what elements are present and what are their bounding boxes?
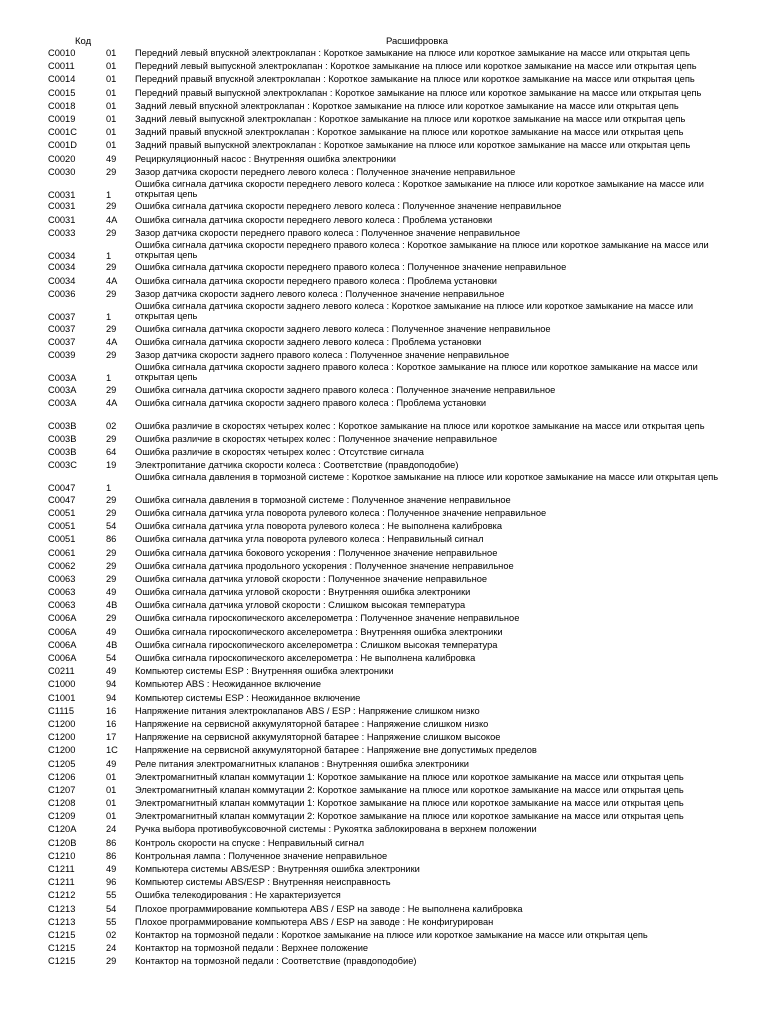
code-cell: C1000	[48, 679, 76, 690]
code-cell: C1213	[48, 903, 76, 914]
code-cell: C0061	[48, 547, 76, 558]
subcode-cell: 96	[106, 877, 117, 888]
table-row	[0, 718, 768, 731]
description-cell: Электромагнитный клапан коммутации 1: Короткое замыкание на плюсе или короткое замыкание на массе или открытая цепь	[135, 798, 684, 809]
table-row	[0, 472, 768, 494]
code-cell: C003C	[48, 460, 77, 471]
subcode-cell: 29	[106, 227, 117, 238]
description-cell: Электромагнитный клапан коммутации 1: Короткое замыкание на плюсе или короткое замыкание на массе или открытая цепь	[135, 771, 684, 782]
description-cell: Задний правый выпускной электроклапан : Короткое замыкание на плюсе или короткое замыкание на массе или открытая цепь	[135, 140, 691, 151]
code-cell: C0034	[48, 262, 76, 273]
code-cell: C1206	[48, 771, 76, 782]
description-cell: Зазор датчика скорости переднего левого колеса : Полученное значение неправильное	[135, 166, 516, 177]
subcode-cell: 86	[106, 850, 117, 861]
description-cell: Компьютер системы ABS/ESP : Внутренняя неисправность	[135, 877, 391, 888]
description-cell: Ошибка сигнала датчика угловой скорости : Внутренняя ошибка электроники	[135, 587, 471, 598]
table-row	[0, 153, 768, 166]
table-row	[0, 916, 768, 929]
subcode-cell: 02	[106, 929, 117, 940]
code-cell: C0047	[48, 483, 76, 494]
table-row	[0, 166, 768, 179]
code-cell: C006A	[48, 626, 77, 637]
table-row	[0, 433, 768, 446]
code-cell: C0033	[48, 227, 76, 238]
description-cell: Ошибка сигнала гироскопического акселерометра : Полученное значение неправильное	[135, 613, 520, 624]
subcode-cell: 4A	[106, 397, 118, 408]
table-row	[0, 384, 768, 397]
description-cell: Ошибка сигнала датчика скорости заднего правого колеса : Проблема установки	[135, 397, 487, 408]
column-header-code: Код	[75, 36, 92, 47]
subcode-cell: 29	[106, 349, 117, 360]
subcode-cell: 64	[106, 446, 117, 457]
code-cell: C003B	[48, 433, 77, 444]
description-cell: Задний левый выпускной электроклапан : Короткое замыкание на плюсе или короткое замыкание на массе или открытая цепь	[135, 113, 686, 124]
subcode-cell: 02	[106, 420, 117, 431]
description-cell: Передний левый впускной электроклапан : Короткое замыкание на плюсе или короткое замыкание на массе или открытая цепь	[135, 48, 690, 58]
code-cell: C1200	[48, 732, 76, 743]
subcode-cell: 29	[106, 613, 117, 624]
subcode-cell: 01	[106, 61, 117, 72]
code-cell: C003A	[48, 373, 77, 384]
code-cell: C0063	[48, 600, 76, 611]
table-row	[0, 810, 768, 823]
description-cell: Ошибка сигнала датчика продольного ускорения : Полученное значение неправильное	[135, 560, 514, 571]
code-cell: C006A	[48, 613, 77, 624]
subcode-cell: 29	[106, 384, 117, 395]
code-cell: C1210	[48, 850, 76, 861]
description-cell: Передний правый выпускной электроклапан : Короткое замыкание на плюсе или короткое замыкание на массе или открытая цепь	[135, 87, 702, 98]
subcode-cell: 01	[106, 811, 117, 822]
code-cell: C0014	[48, 74, 76, 85]
code-cell: C003A	[48, 397, 77, 408]
description-cell: Ошибка сигнала датчика скорости переднего правого колеса : Полученное значение неправильное	[135, 262, 567, 273]
table-row	[0, 639, 768, 652]
description-cell: Ошибка сигнала датчика угла поворота рулевого колеса : Не выполнена калибровка	[135, 521, 503, 532]
table-row	[0, 573, 768, 586]
subcode-cell: 16	[106, 718, 117, 729]
table-row	[0, 100, 768, 113]
code-cell: C1208	[48, 798, 76, 809]
subcode-cell: 49	[106, 626, 117, 637]
table-row	[0, 113, 768, 126]
subcode-cell: 29	[106, 166, 117, 177]
code-cell: C0039	[48, 349, 76, 360]
description-cell: Плохое программирование компьютера ABS / ESP на заводе : Не выполнена калибровка	[135, 903, 523, 914]
table-row	[0, 397, 768, 410]
description-cell: Ошибка сигнала гироскопического акселерометра : Не выполнена калибровка	[135, 653, 476, 664]
description-cell: Ошибка сигнала датчика скорости переднего правого колеса : Проблема установки	[135, 275, 497, 286]
description-cell: Рециркуляционный насос : Внутренняя ошибка электроники	[135, 153, 396, 164]
subcode-cell: 01	[106, 771, 117, 782]
table-row	[0, 863, 768, 876]
description-cell: Ручка выбора противобуксовочной системы : Рукоятка заблокирована в верхнем положении	[135, 824, 537, 835]
description-cell: Зазор датчика скорости заднего правого колеса : Полученное значение неправильное	[135, 349, 510, 360]
code-cell: C0018	[48, 100, 76, 111]
code-cell: C0063	[48, 587, 76, 598]
code-cell: C120A	[48, 824, 77, 835]
description-cell: Ошибка сигнала датчика скорости заднего левого колеса : Короткое замыкание на плюсе или короткое замыкание на массе или открытая цепь	[135, 301, 694, 322]
description-cell: Ошибка сигнала датчика угла поворота рулевого колеса : Неправильный сигнал	[135, 534, 484, 545]
code-cell: C006A	[48, 639, 77, 650]
table-row	[0, 692, 768, 705]
description-cell: Ошибка телекодирования : Не характеризуется	[135, 890, 341, 901]
subcode-cell: 1	[106, 250, 112, 261]
table-row	[0, 837, 768, 850]
description-cell: Контрольная лампа : Полученное значение неправильное	[135, 850, 388, 861]
table-row	[0, 731, 768, 744]
description-cell: Напряжение питания электроклапанов ABS / ESP : Напряжение слишком низко	[135, 705, 480, 716]
table-row	[0, 850, 768, 863]
subcode-cell: 54	[106, 521, 117, 532]
subcode-cell: 49	[106, 864, 117, 875]
code-cell: C0036	[48, 288, 76, 299]
subcode-cell: 54	[106, 903, 117, 914]
table-row	[0, 459, 768, 472]
subcode-cell: 49	[106, 587, 117, 598]
table-row	[0, 446, 768, 459]
description-cell: Компьютер системы ESP : Внутренняя ошибка электроники	[135, 666, 394, 677]
code-cell: C0020	[48, 153, 76, 164]
code-cell: C1200	[48, 745, 76, 756]
table-row	[0, 876, 768, 889]
code-cell: C0011	[48, 61, 75, 72]
code-cell: C0034	[48, 250, 76, 261]
description-cell: Компьютер системы ESP : Неожиданное включение	[135, 692, 361, 703]
subcode-cell: 49	[106, 666, 117, 677]
subcode-cell: 86	[106, 837, 117, 848]
subcode-cell: 55	[106, 916, 117, 927]
table-row	[0, 227, 768, 240]
table-row	[0, 547, 768, 560]
subcode-cell: 01	[106, 127, 117, 138]
table-row	[0, 261, 768, 274]
table-row	[0, 349, 768, 362]
table-row	[0, 533, 768, 546]
subcode-cell: 24	[106, 943, 117, 954]
code-cell: C0062	[48, 560, 76, 571]
code-cell: C1205	[48, 758, 76, 769]
subcode-cell: 01	[106, 74, 117, 85]
table-row	[0, 744, 768, 757]
description-cell: Реле питания электромагнитных клапанов : Внутренняя ошибка электроники	[135, 758, 469, 769]
subcode-cell: 4A	[106, 214, 118, 225]
code-cell: C0051	[48, 507, 76, 518]
code-cell: C1212	[48, 890, 76, 901]
code-cell: C1209	[48, 811, 76, 822]
table-row	[0, 771, 768, 784]
description-cell: Контроль скорости на спуске : Неправильный сигнал	[135, 837, 365, 848]
description-cell: Ошибка сигнала датчика угловой скорости : Слишком высокая температура	[135, 600, 466, 611]
subcode-cell: 17	[106, 732, 117, 743]
description-cell: Ошибка сигнала давления в тормозной системе : Полученное значение неправильное	[135, 494, 511, 505]
code-cell: C003B	[48, 420, 77, 431]
subcode-cell: 29	[106, 573, 117, 584]
table-row	[0, 560, 768, 573]
code-cell: C0037	[48, 312, 76, 322]
table-row	[0, 784, 768, 797]
subcode-cell: 01	[106, 798, 117, 809]
subcode-cell: 19	[106, 460, 117, 471]
description-cell: Контактор на тормозной педали : Короткое замыкание на плюсе или короткое замыкание на массе или открытая цепь	[135, 929, 648, 940]
code-cell: C1215	[48, 929, 76, 940]
code-cell: C0037	[48, 323, 76, 334]
subcode-cell: 55	[106, 890, 117, 901]
subcode-cell: 29	[106, 288, 117, 299]
description-cell: Компьютера системы ABS/ESP : Внутренняя ошибка электроники	[135, 864, 420, 875]
code-cell: C1001	[48, 692, 76, 703]
code-cell: C120B	[48, 837, 77, 848]
description-cell: Ошибка сигнала датчика бокового ускорения : Полученное значение неправильное	[135, 547, 498, 558]
table-row	[0, 797, 768, 810]
column-header-description: Расшифровка	[386, 36, 449, 47]
description-cell: Ошибка сигнала датчика скорости заднего правого колеса : Полученное значение неправильное	[135, 384, 556, 395]
code-cell: C0047	[48, 494, 76, 505]
code-cell: C0034	[48, 275, 76, 286]
table-row	[0, 823, 768, 836]
subcode-cell: 24	[106, 824, 117, 835]
subcode-cell: 29	[106, 201, 117, 212]
description-cell: Ошибка сигнала датчика скорости переднего левого колеса : Полученное значение неправильное	[135, 201, 562, 212]
fault-code-table	[0, 47, 768, 969]
subcode-cell: 29	[106, 560, 117, 571]
subcode-cell: 29	[106, 956, 117, 967]
subcode-cell: 86	[106, 534, 117, 545]
description-cell: Электропитание датчика скорости колеса : Соответствие (правдоподобие)	[135, 460, 459, 471]
code-cell: C0037	[48, 336, 76, 347]
subcode-cell: 01	[106, 87, 117, 98]
subcode-cell: 4B	[106, 639, 118, 650]
description-cell: Задний правый впускной электроклапан : Короткое замыкание на плюсе или короткое замыкание на массе или открытая цепь	[135, 127, 684, 138]
description-cell: Ошибка сигнала датчика скорости переднего левого колеса : Проблема установки	[135, 214, 493, 225]
subcode-cell: 29	[106, 433, 117, 444]
table-row	[0, 362, 768, 384]
description-cell: Напряжение на сервисной аккумуляторной батарее : Напряжение вне допустимых пределов	[135, 745, 537, 756]
description-cell: Ошибка сигнала давления в тормозной системе : Короткое замыкание на плюсе или короткое замыкание на массе или открытая цепь	[135, 472, 719, 483]
subcode-cell: 4B	[106, 600, 118, 611]
code-cell: C1215	[48, 956, 76, 967]
table-row	[0, 758, 768, 771]
code-cell: C0063	[48, 573, 76, 584]
subcode-cell: 1	[106, 483, 112, 494]
subcode-cell: 1	[106, 189, 112, 200]
code-cell: C0030	[48, 166, 76, 177]
code-cell: C1215	[48, 943, 76, 954]
description-cell: Плохое программирование компьютера ABS / ESP на заводе : Не конфигурирован	[135, 916, 494, 927]
subcode-cell: 01	[106, 784, 117, 795]
code-cell: C001C	[48, 127, 77, 138]
table-row	[0, 903, 768, 916]
code-cell: C003A	[48, 384, 77, 395]
description-cell: Зазор датчика скорости заднего левого колеса : Полученное значение неправильное	[135, 288, 505, 299]
code-cell: C1213	[48, 916, 76, 927]
description-cell: Контактор на тормозной педали : Соответствие (правдоподобие)	[135, 956, 417, 967]
code-cell: C001D	[48, 140, 77, 151]
description-cell: Электромагнитный клапан коммутации 2: Короткое замыкание на плюсе или короткое замыкание на массе или открытая цепь	[135, 811, 684, 822]
table-row	[0, 87, 768, 100]
subcode-cell: 94	[106, 692, 117, 703]
subcode-cell: 4A	[106, 275, 118, 286]
subcode-cell: 54	[106, 653, 117, 664]
table-row	[0, 139, 768, 152]
subcode-cell: 49	[106, 758, 117, 769]
table-row	[0, 60, 768, 73]
table-row	[0, 126, 768, 139]
code-cell: C0010	[48, 48, 76, 58]
subcode-cell: 1	[106, 312, 112, 322]
subcode-cell: 94	[106, 679, 117, 690]
description-cell: Ошибка сигнала датчика скорости переднего правого колеса : Короткое замыкание на плюсе или короткое замыкание на массе или открытая цепь	[135, 239, 709, 261]
table-row	[0, 336, 768, 349]
table-row	[0, 240, 768, 262]
subcode-cell: 29	[106, 547, 117, 558]
subcode-cell: 01	[106, 113, 117, 124]
table-row	[0, 214, 768, 227]
code-cell: C1115	[48, 705, 75, 716]
table-row	[0, 420, 768, 433]
code-cell: C1200	[48, 718, 76, 729]
code-cell: C0015	[48, 87, 76, 98]
description-cell: Напряжение на сервисной аккумуляторной батарее : Напряжение слишком высокое	[135, 732, 501, 743]
table-row	[0, 889, 768, 902]
table-row	[0, 942, 768, 955]
description-cell: Ошибка сигнала гироскопического акселерометра : Внутренняя ошибка электроники	[135, 626, 503, 637]
subcode-cell: 16	[106, 705, 117, 716]
table-row	[0, 955, 768, 968]
description-cell: Передний левый выпускной электроклапан : Короткое замыкание на плюсе или короткое замыкание на массе или открытая цепь	[135, 61, 697, 72]
description-cell: Ошибка сигнала датчика скорости заднего левого колеса : Полученное значение неправильное	[135, 323, 551, 334]
subcode-cell: 1C	[106, 745, 118, 756]
table-row	[0, 678, 768, 691]
description-cell: Ошибка сигнала датчика угловой скорости : Полученное значение неправильное	[135, 573, 488, 584]
table-row	[0, 929, 768, 942]
subcode-cell: 01	[106, 48, 117, 58]
table-row	[0, 612, 768, 625]
table-row	[0, 626, 768, 639]
description-cell: Ошибка различие в скоростях четырех колес : Короткое замыкание на плюсе или короткое замыкание на массе или открытая цепь	[135, 420, 705, 431]
code-cell: C0211	[48, 666, 75, 677]
description-cell: Ошибка различие в скоростях четырех колес : Полученное значение неправильное	[135, 433, 498, 444]
description-cell: Передний правый впускной электроклапан : Короткое замыкание на плюсе или короткое замыкание на массе или открытая цепь	[135, 74, 695, 85]
code-cell: C1211	[48, 864, 75, 875]
description-cell: Ошибка сигнала датчика угла поворота рулевого колеса : Полученное значение неправильное	[135, 507, 547, 518]
table-row	[0, 599, 768, 612]
description-cell: Задний левый впускной электроклапан : Короткое замыкание на плюсе или короткое замыкание на массе или открытая цепь	[135, 100, 679, 111]
table-row	[0, 705, 768, 718]
table-row	[0, 73, 768, 86]
subcode-cell: 01	[106, 140, 117, 151]
description-cell: Ошибка сигнала датчика скорости переднего левого колеса : Короткое замыкание на плюсе или короткое замыкание на массе или открытая цепь	[135, 178, 704, 200]
description-cell: Ошибка различие в скоростях четырех колес : Отсутствие сигнала	[135, 446, 424, 457]
code-cell: C0031	[48, 201, 76, 212]
code-cell: C006A	[48, 653, 77, 664]
code-cell: C0031	[48, 214, 76, 225]
table-row	[0, 200, 768, 213]
subcode-cell: 29	[106, 494, 117, 505]
table-row	[0, 520, 768, 533]
table-row	[0, 494, 768, 507]
table-row	[0, 323, 768, 336]
table-row	[0, 652, 768, 665]
table-row	[0, 288, 768, 301]
description-cell: Электромагнитный клапан коммутации 2: Короткое замыкание на плюсе или короткое замыкание на массе или открытая цепь	[135, 784, 684, 795]
description-cell: Компьютер ABS : Неожиданное включение	[135, 679, 322, 690]
description-cell: Ошибка сигнала датчика скорости заднего левого колеса : Проблема установки	[135, 336, 482, 347]
table-row	[0, 47, 768, 60]
table-row	[0, 301, 768, 323]
subcode-cell: 29	[106, 262, 117, 273]
code-cell: C1211	[48, 877, 75, 888]
code-cell: C0051	[48, 521, 76, 532]
table-row	[0, 665, 768, 678]
table-row	[0, 586, 768, 599]
subcode-cell: 1	[106, 373, 112, 384]
subcode-cell: 4A	[106, 336, 118, 347]
code-cell: C003B	[48, 446, 77, 457]
subcode-cell: 49	[106, 153, 117, 164]
subcode-cell: 29	[106, 507, 117, 518]
code-cell: C0051	[48, 534, 76, 545]
description-cell: Зазор датчика скорости переднего правого колеса : Полученное значение неправильное	[135, 227, 521, 238]
code-cell: C0019	[48, 113, 76, 124]
code-cell: C0031	[48, 189, 76, 200]
subcode-cell: 29	[106, 323, 117, 334]
description-cell: Напряжение на сервисной аккумуляторной батарее : Напряжение слишком низко	[135, 718, 489, 729]
description-cell: Контактор на тормозной педали : Верхнее положение	[135, 943, 369, 954]
subcode-cell: 01	[106, 100, 117, 111]
description-cell: Ошибка сигнала гироскопического акселерометра : Слишком высокая температура	[135, 639, 498, 650]
description-cell: Ошибка сигнала датчика скорости заднего правого колеса : Короткое замыкание на плюсе или короткое замыкание на массе или открытая цепь	[135, 362, 698, 383]
table-row	[0, 179, 768, 201]
table-row	[0, 275, 768, 288]
table-row	[0, 507, 768, 520]
code-cell: C1207	[48, 784, 76, 795]
